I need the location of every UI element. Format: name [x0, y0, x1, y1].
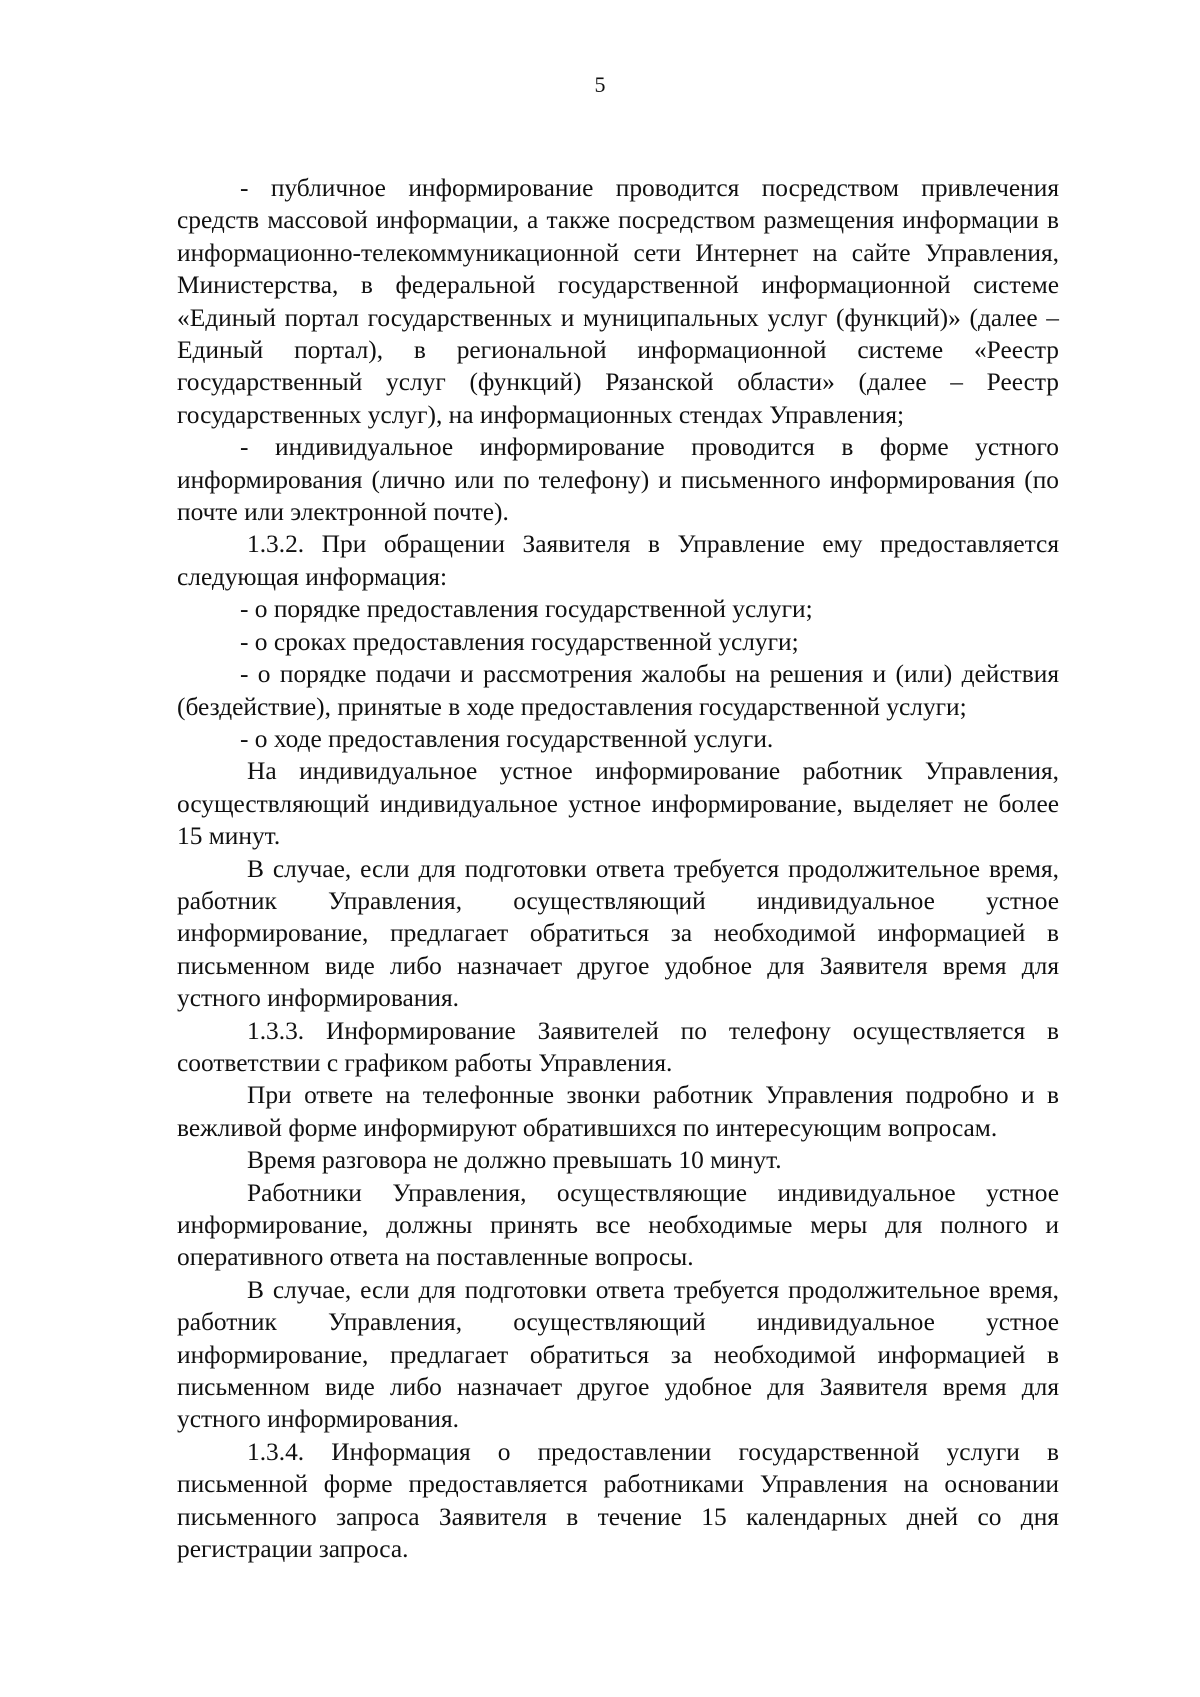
paragraph-1-3-4: 1.3.4. Информация о предоставлении государственной услуги в письменной форме предоставляется работниками Управления на основании письменного запроса Заявителя в течение 15 календарных дней со дня регистрации запроса. — [177, 1437, 1059, 1564]
paragraph-long-answer-second: В случае, если для подготовки ответа требуется продолжительное время, работник Управления, осуществляющий индивидуальное устное информирование, предлагает обратиться за необходимой информацией в письменном виде либо назначает другое удобное для Заявителя время для устного информирования. — [177, 1275, 1059, 1434]
page-number: 5 — [594, 72, 606, 97]
paragraph-phone-calls: При ответе на телефонные звонки работник Управления подробно и в вежливой форме информируют обратившихся по интересующим вопросам. — [177, 1081, 1059, 1142]
paragraph-individual-informing: - индивидуальное информирование проводится в форме устного информирования (лично или по телефону) и письменного информирования (по почте или электронной почте). — [177, 433, 1059, 527]
list-item-service-terms: - о сроках предоставления государственной услуги; — [240, 627, 799, 656]
list-item-service-procedure: - о порядке предоставления государственной услуги; — [240, 595, 813, 624]
paragraph-1-3-2: 1.3.2. При обращении Заявителя в Управление ему предоставляется следующая информация: — [177, 530, 1059, 591]
paragraph-call-duration: Время разговора не должно превышать 10 минут. — [247, 1146, 782, 1175]
paragraph-workers-measures: Работники Управления, осуществляющие индивидуальное устное информирование, должны принять все необходимые меры для полного и оперативного ответа на поставленные вопросы. — [177, 1178, 1059, 1272]
list-item-service-progress: - о ходе предоставления государственной услуги. — [240, 724, 774, 753]
document-body — [177, 172, 1059, 1565]
paragraph-1-3-3: 1.3.3. Информирование Заявителей по телефону осуществляется в соответствии с графиком работы Управления. — [177, 1016, 1059, 1077]
paragraph-public-informing: - публичное информирование проводится посредством привлечения средств массовой информации, а также посредством размещения информации в информационно-телекоммуникационной сети Интернет на сайте Управления, Министерства, в федеральной государственной информационной системе «Единый портал государственных и муниципальных услуг (функций)» (далее – Единый портал), в региональной информационной системе «Реестр государственный услуг (функций) Рязанской области» (далее – Реестр государственных услуг), на информационных стендах Управления; — [177, 174, 1059, 429]
paragraph-long-answer-first: В случае, если для подготовки ответа требуется продолжительное время, работник Управления, осуществляющий индивидуальное устное информирование, предлагает обратиться за необходимой информацией в письменном виде либо назначает другое удобное для Заявителя время для устного информирования. — [177, 854, 1059, 1013]
paragraph-oral-informing-time: На индивидуальное устное информирование работник Управления, осуществляющий индивидуальное устное информирование, выделяет не более 15 минут. — [177, 757, 1059, 851]
list-item-complaint-procedure: - о порядке подачи и рассмотрения жалобы на решения и (или) действия (бездействие), принятые в ходе предоставления государственной услуги; — [177, 660, 1059, 721]
